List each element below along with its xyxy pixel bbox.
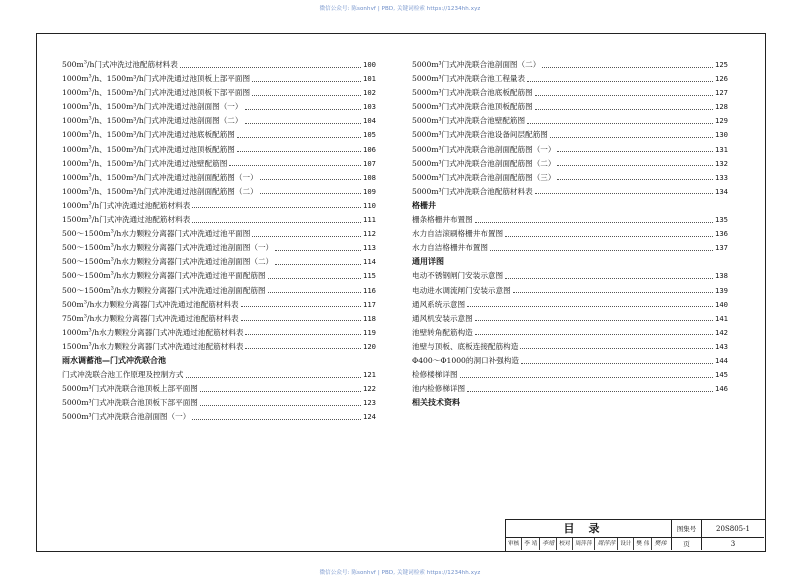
toc-entry-title: 5000m³门式冲洗联合池工程量表 [412,74,526,84]
toc-page-number: 123 [363,398,376,408]
toc-entry [62,410,376,424]
toc-page-number: 135 [715,215,728,225]
toc-entry-title: 通风系统示意图 [412,299,466,309]
toc-entry-title: 5000m³门式冲洗联合池底板配筋图 [412,88,533,98]
dot-leader [237,137,361,138]
toc-entry [62,58,376,72]
section-heading-text: 通用详图 [412,257,444,267]
toc-page-number: 120 [363,341,376,351]
toc-entry [62,185,376,199]
dot-leader [535,109,713,110]
toc-entry-title: 池壁与顶板、底板连接配筋构造 [412,341,519,351]
toc-entry-title [62,100,243,114]
toc-entry-title: 电动进水调流闸门安装示意图 [412,285,511,295]
dot-leader [200,391,361,392]
dot-leader [475,334,713,335]
toc-entry-title-suffix: /h、1500m³/h门式冲洗通过池底板配筋图 [91,130,235,140]
title-block [505,519,765,551]
cubic-superscript: 3 [83,59,87,66]
toc-entry [62,298,376,312]
toc-entry-title-prefix: 1500m [62,215,89,225]
toc-entry-title-suffix: /h水力颗粒分离器门式冲洗通过池平面配筋图 [113,271,266,281]
toc-page-number: 119 [363,327,376,337]
toc-entry-title: 5000m³门式冲洗联合池顶板上部平面图 [62,384,198,394]
toc-page-number: 115 [363,271,376,281]
toc-entry-title [62,340,243,354]
toc-entry-title-prefix: 500～1500m [62,285,111,295]
dot-leader [535,95,713,96]
toc-page-number: 104 [363,116,376,126]
toc-entry-title [62,326,243,340]
toc-page-number: 106 [363,144,376,154]
section-heading-text: 雨水调蓄池—门式冲洗联合池 [62,355,166,365]
toc-page-number: 133 [715,172,728,182]
toc-entry-title: 水力自洁格栅井布置图 [412,243,488,253]
dot-leader [241,306,361,307]
dot-leader [245,348,361,349]
toc-entry-title: 检修楼梯详图 [412,370,458,380]
cubic-superscript: 3 [88,101,92,108]
toc-entry [412,241,728,255]
toc-entry [412,227,728,241]
toc-entry [412,114,728,128]
toc-entry-title-suffix: /h水力颗粒分离器门式冲洗通过池配筋材料表 [86,313,239,323]
toc-entry-title-prefix: 500m [62,60,84,69]
toc-entry-title: 栅条格栅井布置图 [412,215,473,225]
toc-page-number: 105 [363,130,376,140]
toc-entry-title: 通风机安装示意图 [412,313,473,323]
dot-leader [200,405,361,406]
watermark-bottom: 微信公众号: 陈sonhvf | PBD, 关键词检索 https://1234hh.xyz [319,570,481,576]
toc-page-number: 114 [363,257,376,267]
dot-leader [513,292,713,293]
toc-entry [412,298,728,312]
toc-entry-title [62,72,250,86]
toc-entry [62,241,376,255]
cubic-superscript: 3 [88,73,92,80]
toc-entry-title: 5000m³门式冲洗联合池剖面图（一） [62,412,191,422]
cubic-superscript: 3 [83,299,87,306]
toc-entry-title-suffix: /h、1500m³/h门式冲洗通过池顶板配筋图 [91,144,235,154]
toc-entry [62,396,376,410]
toc-entry-title [62,199,190,213]
toc-entry-title [62,241,273,255]
dot-leader [505,236,713,237]
toc-entry [62,100,376,114]
dot-leader [535,193,713,194]
toc-page-number: 125 [715,60,728,69]
toc-entry-title-suffix: /h、1500m³/h门式冲洗通过池壁配筋图 [91,158,228,168]
toc-page-number: 137 [715,243,728,253]
toc-entry-title: 5000m³门式冲洗联合池剖面配筋图（一） [412,144,556,154]
toc-page-number: 129 [715,116,728,126]
toc-entry [62,382,376,396]
dot-leader [252,95,361,96]
cubic-superscript: 3 [88,341,92,348]
toc-entry [412,354,728,368]
dot-leader [192,207,361,208]
toc-entry-title [62,298,239,312]
toc-entry [412,213,728,227]
toc-entry-title: 5000m³门式冲洗联合池配筋材料表 [412,186,533,196]
atlas-number: 20S805-1 [702,520,764,538]
atlas-number-label: 图集号 [672,520,702,538]
toc-entry-title-prefix: 1000m [62,186,89,196]
toc-entry-title-prefix: 1000m [62,130,89,140]
designer-signature: 樊伟 [654,540,667,547]
dot-leader [460,377,713,378]
toc-entry [412,100,728,114]
toc-entry-title: 5000m³门式冲洗联合池剖面配筋图（二） [412,158,556,168]
toc-entry-title: 池壁转角配筋构造 [412,327,473,337]
toc-entry-title-suffix: /h水力颗粒分离器门式冲洗通过池配筋材料表 [86,299,239,309]
toc-entry-title-prefix: 1000m [62,158,89,168]
cubic-superscript: 3 [88,186,92,193]
toc-entry [62,284,376,298]
toc-entry-title-suffix: /h、1500m³/h门式冲洗通过池剖面图（一） [91,102,243,112]
toc-entry-title-prefix: 750m [62,313,84,323]
toc-page-number: 122 [363,384,376,394]
cubic-superscript: 3 [110,228,114,235]
page-label: 页 [672,538,702,550]
dot-leader [275,264,361,265]
toc-entry-title-suffix: /h门式冲洗通过池配筋材料表 [91,215,191,225]
toc-entry [62,86,376,100]
toc-page-number: 146 [715,384,728,394]
dot-leader [192,222,361,223]
toc-entry-title [62,312,239,326]
toc-entry [62,269,376,283]
dot-leader [557,165,713,166]
toc-entry-title-prefix: 1000m [62,74,89,84]
checker-label: 校对 [557,538,573,550]
toc-entry-title: 电动不锈钢闸门安装示意图 [412,271,504,281]
dot-leader [268,278,361,279]
toc-entry [412,269,728,283]
toc-entry [62,171,376,185]
toc-entry-title: 池内检修梯详图 [412,384,466,394]
toc-page-number: 127 [715,88,728,98]
toc-entry [62,340,376,354]
dot-leader [237,151,361,152]
toc-page-number: 130 [715,130,728,140]
dot-leader [490,250,713,251]
toc-page-number: 107 [363,158,376,168]
toc-entry-title-prefix: 1000m [62,144,89,154]
cubic-superscript: 3 [88,214,92,221]
toc-entry-title-suffix: /h、1500m³/h门式冲洗通过池剖面配筋图（二） [91,186,258,196]
toc-page-number: 126 [715,74,728,84]
toc-page-number: 118 [363,313,376,323]
checker-name: 周萍萍 [573,538,595,550]
toc-entry [62,312,376,326]
dot-leader [542,67,713,68]
toc-entry-title [62,114,243,128]
dot-leader [260,179,361,180]
toc-page-number: 142 [715,327,728,337]
page-number: 3 [730,540,736,548]
toc-entry-title-suffix: /h水力颗粒分离器门式冲洗通过池平面图 [113,229,251,239]
dot-leader [245,334,361,335]
toc-entry-title [62,171,258,185]
toc-page-number: 132 [715,158,728,168]
toc-entry [412,326,728,340]
toc-entry [412,58,728,72]
reviewer-label: 审核 [506,538,522,550]
toc-entry-title [62,269,266,283]
toc-left-column [62,58,376,424]
cubic-superscript: 3 [110,284,114,291]
toc-entry-title-prefix: 1000m [62,200,89,210]
toc-page-number: 102 [363,88,376,98]
dot-leader [505,278,713,279]
toc-entry [412,382,728,396]
dot-leader [192,419,361,420]
toc-page-number: 144 [715,355,728,365]
toc-page-number: 117 [363,299,376,309]
toc-entry-title [62,213,190,227]
toc-entry-title-prefix: 500～1500m [62,271,111,281]
dot-leader [550,137,713,138]
toc-entry-title [62,284,266,298]
toc-entry-title-suffix: /h门式冲洗过池配筋材料表 [86,60,178,69]
dot-leader [245,123,362,124]
toc-entry-title [62,128,235,142]
dot-leader [252,81,361,82]
toc-entry [62,72,376,86]
toc-entry-title [62,185,258,199]
toc-entry-title-suffix: /h、1500m³/h门式冲洗通过池顶板上部平面图 [91,74,251,84]
toc-page-number: 108 [363,172,376,182]
cubic-superscript: 3 [88,144,92,151]
toc-right-column [412,58,728,410]
cubic-superscript: 3 [88,87,92,94]
reviewer-name: 李 靖 [522,538,540,550]
toc-entry-title: 5000m³门式冲洗联合池顶板下部平面图 [62,398,198,408]
toc-entry-title-suffix: /h、1500m³/h门式冲洗通过池剖面图（二） [91,116,243,126]
toc-entry [62,255,376,269]
designer-name: 樊 伟 [634,538,652,550]
toc-entry-title [62,255,273,269]
toc-page-number: 110 [363,200,376,210]
cubic-superscript: 3 [110,242,114,249]
toc-entry [62,128,376,142]
toc-entry-title: 门式冲洗联合池工作原理及控制方式 [62,370,184,380]
title-block-title: 目录 [506,520,672,538]
toc-entry-title: 5000m³门式冲洗联合池剖面图（二） [412,60,541,69]
cubic-superscript: 3 [88,158,92,165]
signature-row [506,538,672,550]
toc-entry-title-prefix: 1000m [62,88,89,98]
toc-entry-title-prefix: 500～1500m [62,229,111,239]
toc-section-heading [412,255,728,269]
toc-entry-title [62,157,227,171]
cubic-superscript: 3 [88,200,92,207]
toc-entry-title [62,58,178,72]
toc-entry [62,114,376,128]
dot-leader [467,391,713,392]
toc-entry [62,213,376,227]
dot-leader [557,151,713,152]
toc-entry [62,227,376,241]
toc-page-number: 113 [363,243,376,253]
dot-leader [229,165,361,166]
toc-page-number: 134 [715,186,728,196]
dot-leader [467,306,713,307]
toc-entry-title-prefix: 1000m [62,172,89,182]
dot-leader [252,236,361,237]
cubic-superscript: 3 [88,327,92,334]
toc-entry-title [62,227,250,241]
toc-entry [62,157,376,171]
toc-entry-title-suffix: /h水力颗粒分离器门式冲洗通过池配筋材料表 [91,341,244,351]
toc-page-number: 136 [715,229,728,239]
toc-page-number: 103 [363,102,376,112]
toc-entry [412,185,728,199]
watermark-top: 微信公众号: 陈sonhvf | PBD, 关键词检索 https://1234hh.xyz [319,6,481,12]
toc-entry [62,368,376,382]
toc-entry-title [62,86,250,100]
reviewer-signature: 李靖 [540,538,557,550]
dot-leader [186,377,362,378]
toc-page-number: 116 [363,285,376,295]
dot-leader [275,250,361,251]
toc-entry-title-suffix: /h水力颗粒分离器门式冲洗通过池配筋材料表 [91,327,244,337]
toc-page-number: 109 [363,186,376,196]
cubic-superscript: 3 [88,129,92,136]
toc-page-number: 140 [715,299,728,309]
cubic-superscript: 3 [110,270,114,277]
toc-entry-title-prefix: 1000m [62,102,89,112]
toc-entry-title: 水力自洁滚刷格栅井布置图 [412,229,504,239]
toc-entry-title-prefix: 1000m [62,327,89,337]
toc-entry-title-prefix: 500～1500m [62,243,111,253]
cubic-superscript: 3 [88,172,92,179]
toc-page-number: 141 [715,313,728,323]
toc-section-heading [412,199,728,213]
toc-page-number: 124 [363,412,376,422]
toc-page-number: 131 [715,144,728,154]
toc-entry-title-prefix: 1500m [62,341,89,351]
toc-entry [412,72,728,86]
toc-page-number: 101 [363,74,376,84]
toc-entry-title: 5000m³门式冲洗联合池设备间层配筋图 [412,130,548,140]
toc-entry [412,86,728,100]
toc-entry [412,157,728,171]
toc-page-number: 128 [715,102,728,112]
toc-page-number: 111 [363,215,376,225]
toc-section-heading [412,396,728,410]
checker-signature: 周萍萍 [595,538,618,550]
designer-label: 设计 [618,538,634,550]
cubic-superscript: 3 [110,256,114,263]
dot-leader [521,363,713,364]
toc-page-number: 100 [363,60,376,69]
toc-entry [62,199,376,213]
toc-entry-title-suffix: /h水力颗粒分离器门式冲洗通过池剖面图（一） [113,243,274,253]
toc-page-number: 145 [715,370,728,380]
toc-entry [412,171,728,185]
toc-page-number: 139 [715,285,728,295]
toc-entry [412,340,728,354]
section-heading-text: 格栅井 [412,200,436,210]
toc-entry-title-suffix: /h、1500m³/h门式冲洗通过池顶板下部平面图 [91,88,251,98]
toc-entry-title: 5000m³门式冲洗联合池顶板配筋图 [412,102,533,112]
toc-entry-title-suffix: /h水力颗粒分离器门式冲洗通过池剖面配筋图 [113,285,266,295]
dot-leader [260,193,361,194]
toc-entry-title: Φ400～Φ1000的洞口补强构造 [412,355,520,365]
dot-leader [557,179,713,180]
toc-entry [412,128,728,142]
toc-entry-title-prefix: 500～1500m [62,257,111,267]
cubic-superscript: 3 [83,313,87,320]
toc-entry-title-suffix: /h门式冲洗通过池配筋材料表 [91,200,191,210]
dot-leader [527,123,713,124]
dot-leader [527,81,713,82]
toc-page-number: 112 [363,229,376,239]
section-heading-text: 相关技术资料 [412,398,460,408]
dot-leader [241,320,361,321]
toc-entry-title [62,143,235,157]
dot-leader [520,348,713,349]
dot-leader [180,67,361,68]
cubic-superscript: 3 [88,115,92,122]
toc-page-number: 143 [715,341,728,351]
toc-page-number: 121 [363,370,376,380]
toc-entry [412,284,728,298]
toc-entry [62,326,376,340]
toc-entry [412,368,728,382]
toc-entry-title-prefix: 500m [62,299,84,309]
toc-entry [62,143,376,157]
dot-leader [475,222,713,223]
dot-leader [475,320,713,321]
toc-entry-title: 5000m³门式冲洗联合池壁配筋图 [412,116,526,126]
toc-entry-title-suffix: /h、1500m³/h门式冲洗通过池剖面配筋图（一） [91,172,258,182]
toc-entry [412,312,728,326]
dot-leader [245,109,362,110]
toc-section-heading [62,354,376,368]
dot-leader [268,292,361,293]
toc-entry [412,143,728,157]
toc-entry-title-suffix: /h水力颗粒分离器门式冲洗通过池剖面图（二） [113,257,274,267]
toc-entry-title: 5000m³门式冲洗联合池剖面配筋图（三） [412,172,556,182]
toc-page-number: 138 [715,271,728,281]
toc-entry-title-prefix: 1000m [62,116,89,126]
